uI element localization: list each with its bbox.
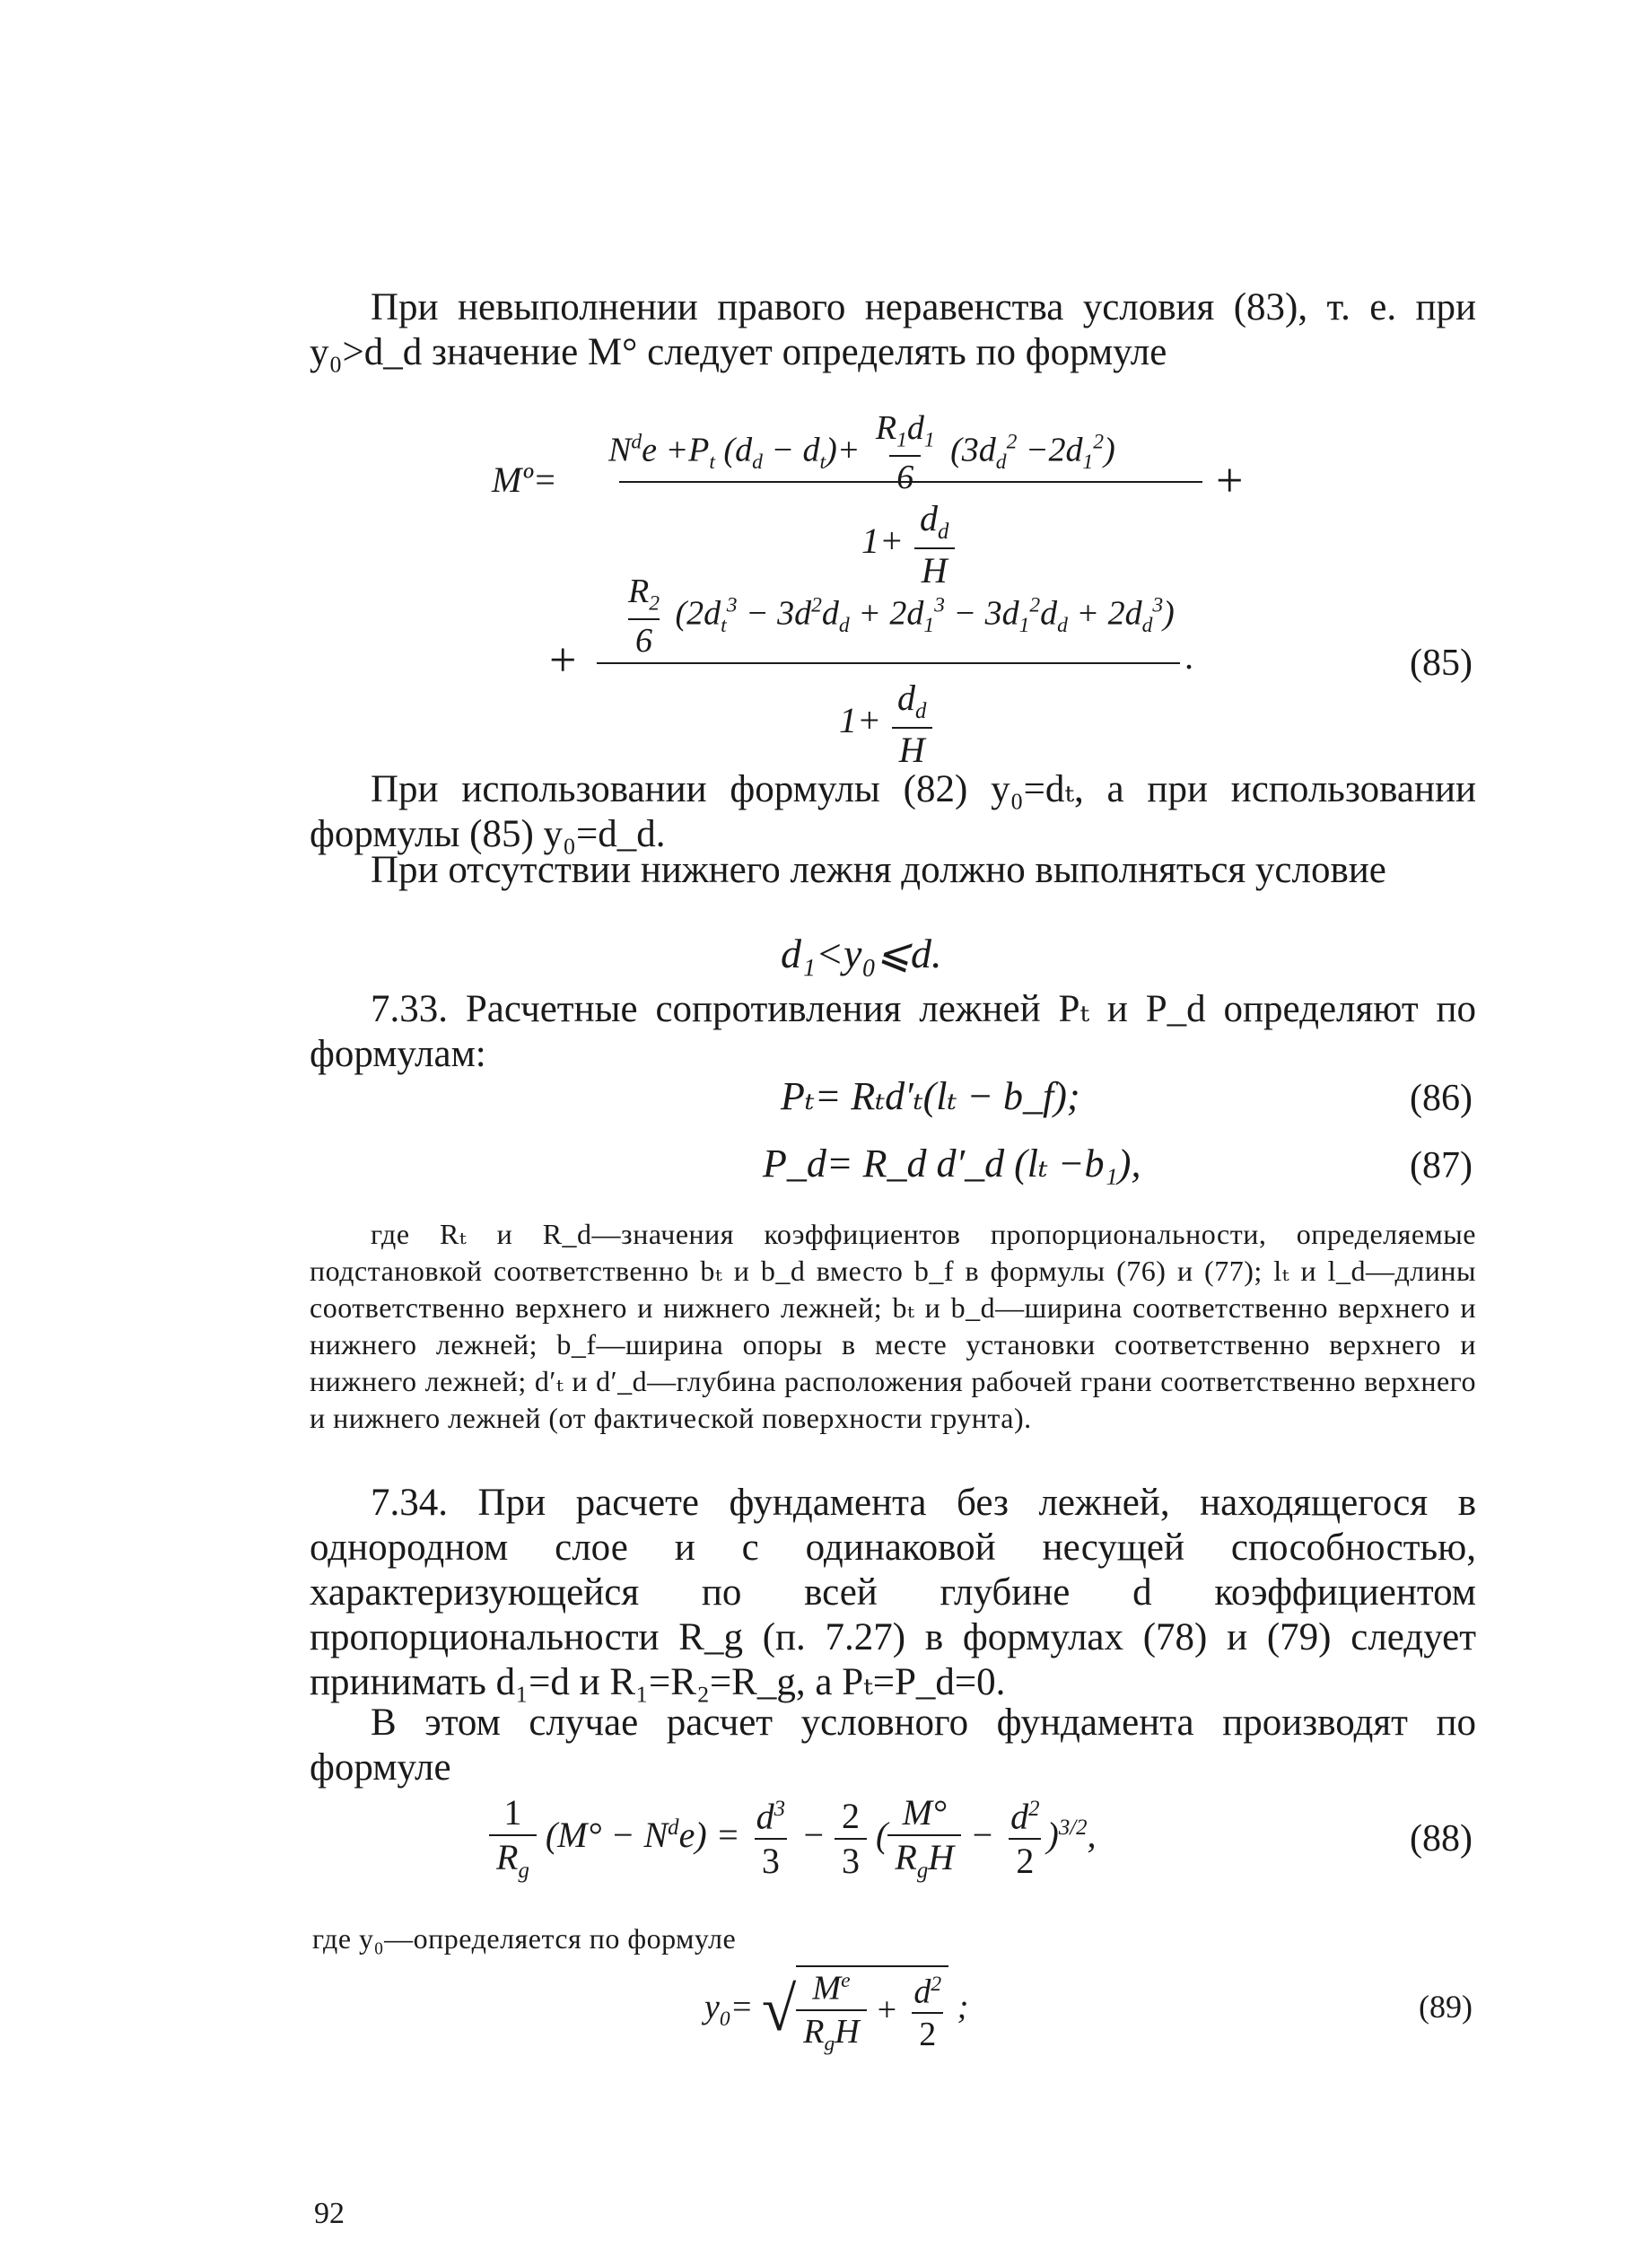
plus-sign: + (1216, 453, 1244, 507)
equation-label-87: (87) (1410, 1145, 1473, 1186)
paragraph-intro: При невыполнении правого неравенства условия (83), т. е. при y₀>d_d значение М° следует определять по формуле (310, 286, 1476, 373)
note-y0: где y₀—определяется по формуле (312, 1922, 737, 1955)
formula-89: $y_0=$ √ $\frac{M^e}{R_gH}$ + $\frac{d^2}{2}$ ; (704, 1965, 968, 2055)
paragraph-condition: При отсутствии нижнего лежня должно выполняться условие (371, 849, 1386, 891)
paragraph-7-33: 7.33. Расчетные сопротивления лежней Pₜ и P_d определяют по формулам: (310, 988, 1476, 1075)
paragraph-formula-usage: При использовании формулы (82) y₀=dₜ, а при использовании формулы (85) y₀=d_d. (310, 768, 1476, 855)
formula-85-line1-denominator: 1+ $\frac{d_d}{H}$ (861, 501, 956, 589)
paragraph-7-34: 7.34. При расчете фундамента без лежней, находящегося в однородном слое и с одинаковой несущей способностью, характеризующейся по всей глубине d коэффициентом пропорциональности R_g (п. 7.27) в формулах (78) и (79) следует принимать d₁=d и R₁=R₂=R_g, а Pₜ=P_d=0. (310, 1482, 1476, 1703)
equation-label-89: (89) (1419, 1989, 1473, 2025)
period: . (1184, 636, 1193, 677)
formula-85-line2-numerator: $\frac{R_2}{6}$ $(2d_t^3 - 3d^2d_d + 2d_1^3 - 3d_1^2d_d + 2d_d^3)$ (628, 573, 1175, 661)
condition-formula: d₁<y₀⩽d. (781, 931, 942, 976)
formula-86: Pₜ= Rₜd′ₜ(lₜ − b_f); (781, 1074, 1080, 1118)
formula-85-line2-denominator: 1+ $\frac{d_d}{H}$ (839, 680, 933, 768)
equation-label-85: (85) (1410, 643, 1473, 684)
note-definitions: где Rₜ и R_d—значения коэффициентов пропорциональности, определяемые подстановкой соответственно bₜ и b_d вместо b_f в формулы (76) и (77); lₜ и l_d—длины соответственно верхнего и нижнего лежней; bₜ и b_d—ширина соответственно верхнего и нижнего лежней; b_f—ширина опоры в месте установки соответственно верхнего и нижнего лежней; d′ₜ и d′_d—глубина расположения рабочей грани соответственно верхнего и нижнего лежней (от фактической поверхности грунта). (310, 1218, 1477, 1434)
equation-label-88: (88) (1410, 1818, 1473, 1859)
fraction-bar (597, 662, 1180, 664)
formula-85-line1-numerator: $N^de +P_t$ $(d_d - d_t)+$ $\frac{R_1d_1}{6}$ $(3d_d^2 -2d_1^2)$ (608, 409, 1115, 497)
fraction-bar (619, 481, 1202, 483)
formula-87: P_d= R_d d′_d (lₜ −b₁), (763, 1142, 1141, 1185)
equation-label-86: (86) (1410, 1078, 1473, 1119)
formula-88: $\frac{1}{R_g}$ $(M^\circ - N^de)$ = $\frac{d^3}{3}$ − $\frac{2}{3}$ ( $\frac{M^\circ}{R_gH}$ − $\frac{d^2}{2}$ )$^{3/2}$, (489, 1795, 1097, 1883)
plus-sign: + (549, 633, 577, 687)
formula-85-lhs: Mº= (492, 459, 557, 500)
page-number: 92 (314, 2197, 345, 2230)
paragraph-conditional-foundation: В этом случае расчет условного фундамента производят по формуле (310, 1702, 1476, 1789)
